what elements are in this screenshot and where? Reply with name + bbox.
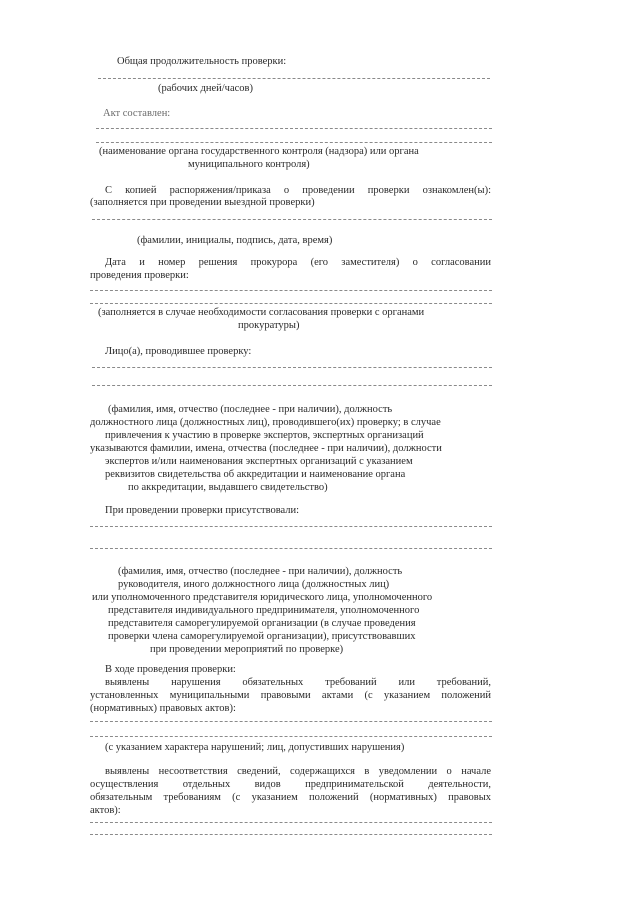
fill-line xyxy=(90,736,492,737)
prosecutor-caption-line-1: (заполняется в случае необходимости согласования проверки с органами xyxy=(98,307,425,318)
fill-line xyxy=(90,822,492,823)
inspector-caption-line-7: по аккредитации, выдавшего свидетельство) xyxy=(128,482,328,493)
fill-line xyxy=(90,548,492,549)
fill-line xyxy=(90,721,492,722)
inspector-label: Лицо(а), проводившее проверку: xyxy=(105,346,252,357)
inconsistency-text-line-4: актов): xyxy=(90,805,121,816)
violations-caption: (с указанием характера нарушений; лиц, допустивших нарушения) xyxy=(105,742,405,753)
fill-line xyxy=(96,142,492,143)
total-duration-label: Общая продолжительность проверки: xyxy=(117,56,287,67)
fill-line xyxy=(96,128,492,129)
total-duration-caption: (рабочих дней/часов) xyxy=(158,83,253,94)
inspector-caption-line-1: (фамилия, имя, отчество (последнее - при наличии), должность xyxy=(108,404,393,415)
prosecutor-caption-line-2: прокуратуры) xyxy=(238,320,300,331)
prosecutor-label-line-2: проведения проверки: xyxy=(90,270,189,281)
present-caption-line-4: представителя индивидуального предпринимателя, уполномоченного xyxy=(108,605,420,616)
fill-line xyxy=(98,78,490,79)
present-label: При проведении проверки присутствовали: xyxy=(105,505,300,516)
violations-text-line-3: (нормативных) правовых актов): xyxy=(90,703,236,714)
present-caption-line-6: проверки члена саморегулируемой организации), присутствовавших xyxy=(108,631,416,642)
order-acquainted-text: С копией распоряжения/приказа о проведении проверки ознакомлен(ы): xyxy=(105,185,491,196)
fill-line xyxy=(90,290,492,291)
inspector-caption-line-6: реквизитов свидетельства об аккредитации и наименование органа xyxy=(105,469,406,480)
violations-text-line-2: установленных муниципальными правовыми актами (с указанием положений xyxy=(90,690,491,701)
act-drawn-label: Акт составлен: xyxy=(103,108,171,119)
fill-line xyxy=(92,367,492,368)
present-caption-line-3: или уполномоченного представителя юридического лица, уполномоченного xyxy=(92,592,433,603)
prosecutor-label-line-1: Дата и номер решения прокурора (его заместителя) о согласовании xyxy=(105,257,491,268)
order-acquainted-note: (заполняется при проведении выездной проверки) xyxy=(90,197,315,208)
inconsistency-text-line-1: выявлены несоответствия сведений, содержащихся в уведомлении о начале xyxy=(105,766,491,777)
signature-caption: (фамилии, инициалы, подпись, дата, время) xyxy=(137,235,333,246)
body-caption-line-2: муниципального контроля) xyxy=(188,159,310,170)
inconsistency-text-line-2: осуществления отдельных видов предпринимательской деятельности, xyxy=(90,779,491,790)
violations-text-line-1: выявлены нарушения обязательных требований или требований, xyxy=(105,677,491,688)
present-caption-line-2: руководителя, иного должностного лица (должностных лиц) xyxy=(118,579,390,590)
present-caption-line-5: представителя саморегулируемой организации (в случае проведения xyxy=(108,618,416,629)
inspector-caption-line-5: экспертов и/или наименования экспертных организаций с указанием xyxy=(105,456,413,467)
inspector-caption-line-2: должностного лица (должностных лиц), проводившего(их) проверку; в случае xyxy=(90,417,441,428)
inspector-caption-line-4: указываются фамилии, имена, отчества (последнее - при наличии), должности xyxy=(90,443,442,454)
inspector-caption-line-3: привлечения к участию в проверке экспертов, экспертных организаций xyxy=(105,430,424,441)
fill-line xyxy=(92,385,492,386)
present-caption-line-7: при проведении мероприятий по проверке) xyxy=(150,644,344,655)
fill-line xyxy=(92,219,492,220)
during-label: В ходе проведения проверки: xyxy=(105,664,236,675)
fill-line xyxy=(90,526,492,527)
fill-line xyxy=(90,834,492,835)
inconsistency-text-line-3: обязательным требованиям (с указанием положений (нормативных) правовых xyxy=(90,792,491,803)
body-caption-line-1: (наименование органа государственного контроля (надзора) или органа xyxy=(99,146,419,157)
present-caption-line-1: (фамилия, имя, отчество (последнее - при наличии), должность xyxy=(118,566,403,577)
fill-line xyxy=(90,303,492,304)
